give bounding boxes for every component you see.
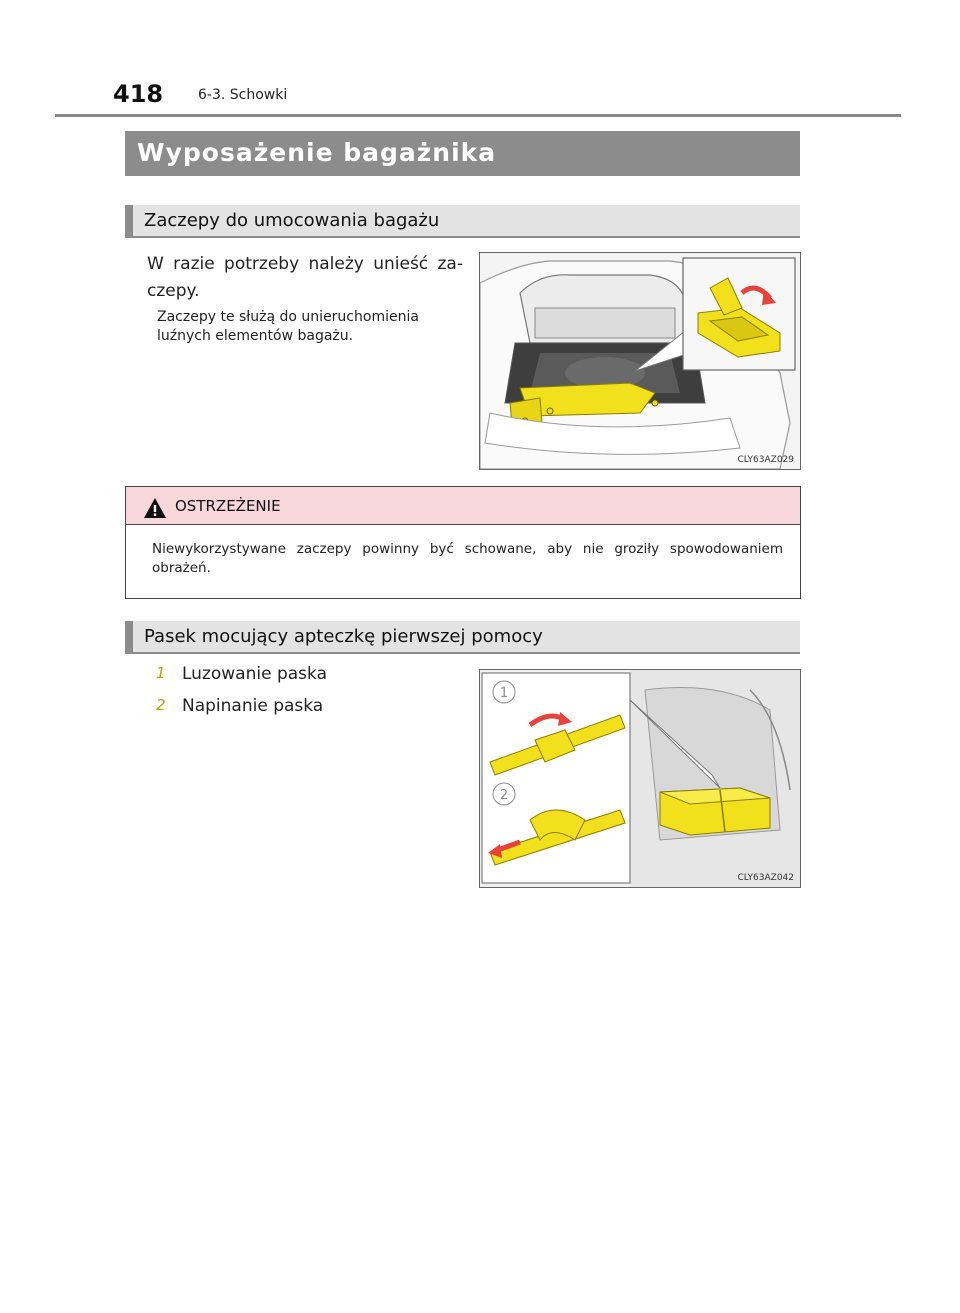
trunk-hooks-figure — [479, 252, 801, 470]
warning-title: OSTRZEŻENIE — [175, 497, 281, 515]
section1-note-line1: Zaczepy te służą do unieruchomienia — [157, 309, 419, 325]
figure-label: 2 — [499, 788, 509, 803]
first-aid-strap-figure — [479, 669, 801, 888]
section1-note-line2: luźnych elementów bagażu. — [157, 328, 354, 344]
section2-heading: Pasek mocujący apteczkę pierwszej pomocy — [144, 626, 543, 647]
header-rule — [55, 114, 901, 117]
list-item: Napinanie paska — [182, 696, 324, 716]
section1-body-line2: czepy. — [147, 281, 200, 301]
warning-text: Niewykorzystywane zaczepy powinny być schowane, aby nie groziły spowodowaniem obrażeń. — [152, 541, 783, 576]
section2-heading-accent — [125, 621, 133, 654]
figure2-caption: CLY63AZ042 — [737, 873, 794, 883]
list-item-number: 1 — [156, 664, 166, 682]
warning-triangle-icon — [143, 497, 167, 519]
figure-label: 1 — [499, 686, 509, 701]
list-item-number: 2 — [156, 696, 166, 714]
figure1-caption: CLY63AZ029 — [737, 455, 794, 465]
first-aid-strap-illustration — [480, 670, 800, 887]
list-item: Luzowanie paska — [182, 664, 327, 684]
section1-heading: Zaczepy do umocowania bagażu — [144, 210, 440, 231]
page-title: Wyposażenie bagażnika — [137, 138, 497, 167]
section-reference: 6-3. Schowki — [198, 87, 288, 103]
trunk-hooks-illustration — [480, 253, 800, 469]
section1-heading-accent — [125, 205, 133, 238]
page-number: 418 — [113, 80, 164, 108]
section1-body-line1: W razie potrzeby należy unieść za- — [147, 254, 463, 274]
